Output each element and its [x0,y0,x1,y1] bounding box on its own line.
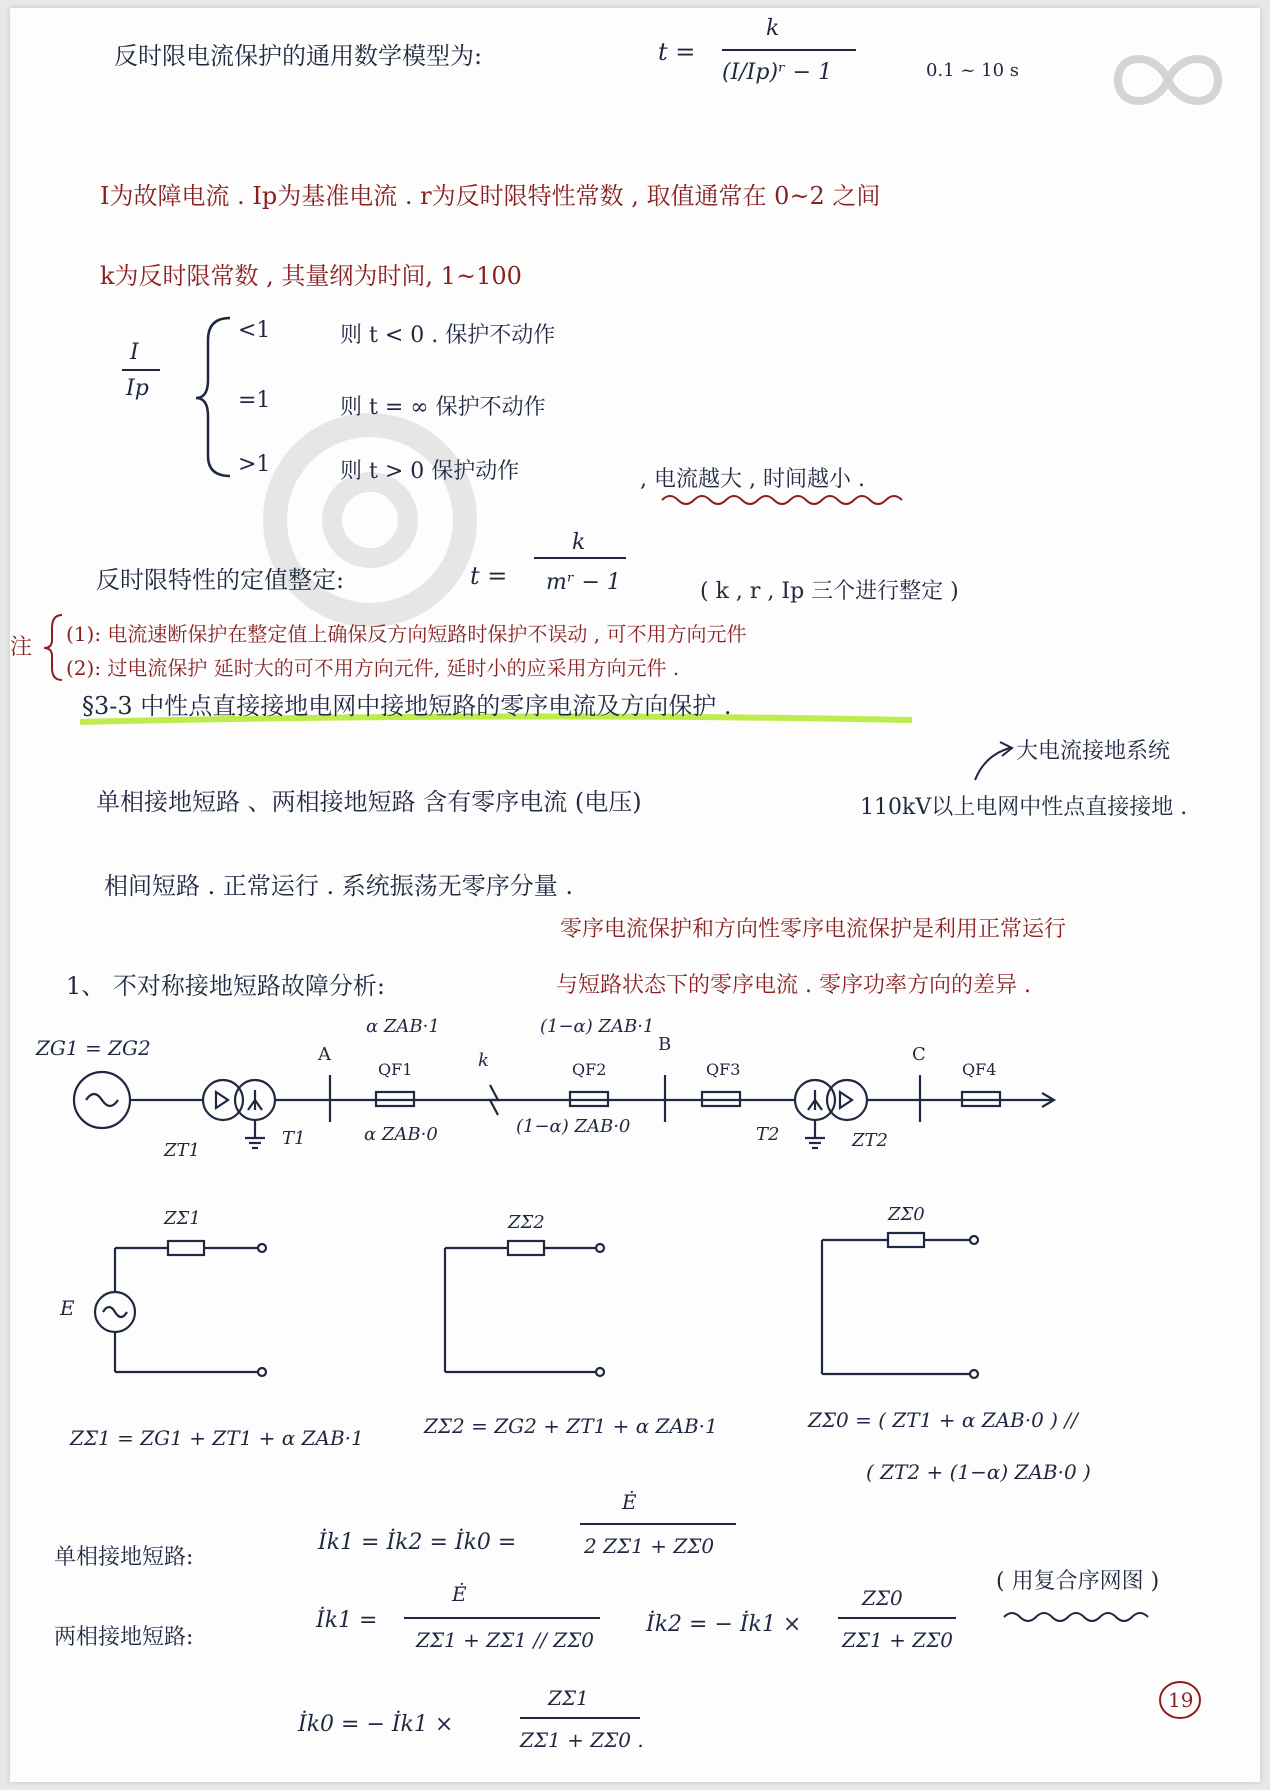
zsum1-label: ZΣ1 [164,1208,201,1229]
formula-zsum2: ZΣ2 = ZG2 + ZT1 + α ZAB·1 [424,1414,718,1438]
two-phase-den: ZΣ1 + ZΣ1 // ZΣ0 [416,1628,594,1652]
ratio-denominator: Ip [126,376,149,401]
setting-note: ( k , r , Ip 三个进行整定 ) [700,579,959,604]
wavy-underline [662,496,902,504]
single-phase-label: 单相接地短路: [54,1545,194,1570]
formula-zsum1: ZΣ1 = ZG1 + ZT1 + α ZAB·1 [70,1426,364,1450]
source-e-label: E [60,1296,75,1320]
ik2-lhs: İk2 = − İk1 × [646,1612,802,1637]
negative-sequence-network [445,1241,604,1376]
two-phase-num: Ė [452,1582,467,1606]
time-range: 0.1 ~ 10 s [926,60,1020,81]
zt1-label: ZT1 [164,1140,200,1161]
fault-k-label: k [478,1050,489,1071]
fault-k-icon [490,1085,498,1115]
case3-extra: , 电流越大 , 时间越小 . [640,467,865,492]
principle-line1: 零序电流保护和方向性零序电流保护是利用正常运行 [560,917,1067,942]
transformer-t1-icon [203,1080,243,1120]
brace-icon [196,318,230,476]
case2-condition: =1 [238,388,271,413]
ik2-den: ZΣ1 + ZΣ0 [842,1628,953,1652]
note-2: (2): 过电流保护 延时大的可不用方向元件, 延时小的应采用方向元件 . [66,656,680,680]
ik0-lhs: İk0 = − İk1 × [298,1712,454,1737]
zg-label: ZG1 = ZG2 [36,1036,151,1060]
ik2-num: ZΣ0 [862,1586,903,1610]
case3-result: 则 t > 0 保护动作 [340,459,520,484]
ik0-den: ZΣ1 + ZΣ0 . [520,1728,644,1752]
model-intro: 反时限电流保护的通用数学模型为: [114,42,483,70]
bus-b-label: B [658,1034,672,1055]
formula-denominator: (I/Ip)ʳ − 1 [722,60,833,85]
zsum0-label: ZΣ0 [888,1204,925,1225]
section-title: §3-3 中性点直接接地电网中接地短路的零序电流及方向保护 . [82,692,732,720]
note-brace-icon [44,615,62,680]
formula-zsum0-b: ( ZT2 + (1−α) ZAB·0 ) [866,1460,1091,1484]
principle-line2: 与短路状态下的零序电流 . 零序功率方向的差异 . [556,973,1031,998]
ik0-num: ZΣ1 [548,1686,589,1710]
positive-sequence-network [95,1241,266,1376]
voltage-level-note: 110kV以上电网中性点直接接地 . [860,795,1188,820]
formula-t-eq: t = [658,38,696,66]
line-top-1: α ZAB·1 [366,1016,440,1037]
bus-c-label: C [912,1044,926,1065]
infinity-logo-icon [1118,59,1218,101]
case3-condition: >1 [238,452,271,477]
single-phase-num: Ė [622,1490,637,1514]
case1-result: 则 t < 0 . 保护不动作 [340,323,556,348]
wavy-underline [1004,1613,1148,1621]
zero-seq-faults: 单相接地短路 、两相接地短路 含有零序电流 (电压) [96,788,642,816]
zero-sequence-network [822,1233,978,1378]
two-phase-lhs: İk1 = [316,1608,378,1633]
qf4-label: QF4 [962,1060,997,1079]
bus-a-label: A [318,1044,331,1065]
no-zero-seq: 相间短路 . 正常运行 . 系统振荡无零序分量 . [104,872,574,900]
page-number: 19 [1168,1688,1194,1712]
single-phase-lhs: İk1 = İk2 = İk0 = [318,1530,517,1555]
setting-denominator: mʳ − 1 [546,570,621,595]
qf3-label: QF3 [706,1060,741,1079]
setting-t-eq: t = [470,562,508,590]
parameter-definitions: I为故障电流 . Ip为基准电流 . r为反时限特性常数 , 取值通常在 0~2 之间 [100,182,881,210]
line-top-2: (1−α) ZAB·1 [540,1016,655,1037]
setting-numerator: k [572,530,586,555]
ratio-numerator: I [130,340,139,365]
formula-zsum0-a: ZΣ0 = ( ZT1 + α ZAB·0 ) // [808,1408,1078,1432]
line-bottom-2: (1−α) ZAB·0 [516,1116,631,1137]
line-bottom-1: α ZAB·0 [364,1124,438,1145]
note-label: 注 [10,635,33,660]
qf1-label: QF1 [378,1060,413,1079]
compound-network-note: ( 用复合序网图 ) [996,1569,1160,1594]
generator-wave [86,1094,118,1106]
t1-label: T1 [282,1128,306,1149]
big-current-system: 大电流接地系统 [1016,739,1171,764]
single-phase-den: 2 ZΣ1 + ZΣ0 [584,1534,715,1558]
item-1-heading: 1、 不对称接地短路故障分析: [66,972,385,1000]
case1-condition: <1 [238,318,271,343]
zt2-label: ZT2 [852,1130,888,1151]
two-phase-label: 两相接地短路: [54,1625,194,1650]
k-definition: k为反时限常数 , 其量纲为时间, 1~100 [100,262,522,290]
case2-result: 则 t = ∞ 保护不动作 [340,395,546,420]
note-1: (1): 电流速断保护在整定值上确保反方向短路时保护不误动 , 可不用方向元件 [66,622,747,646]
t2-label: T2 [756,1124,780,1145]
qf2-label: QF2 [572,1060,607,1079]
zsum2-label: ZΣ2 [508,1212,545,1233]
setting-intro: 反时限特性的定值整定: [96,566,345,594]
formula-numerator: k [766,16,780,41]
